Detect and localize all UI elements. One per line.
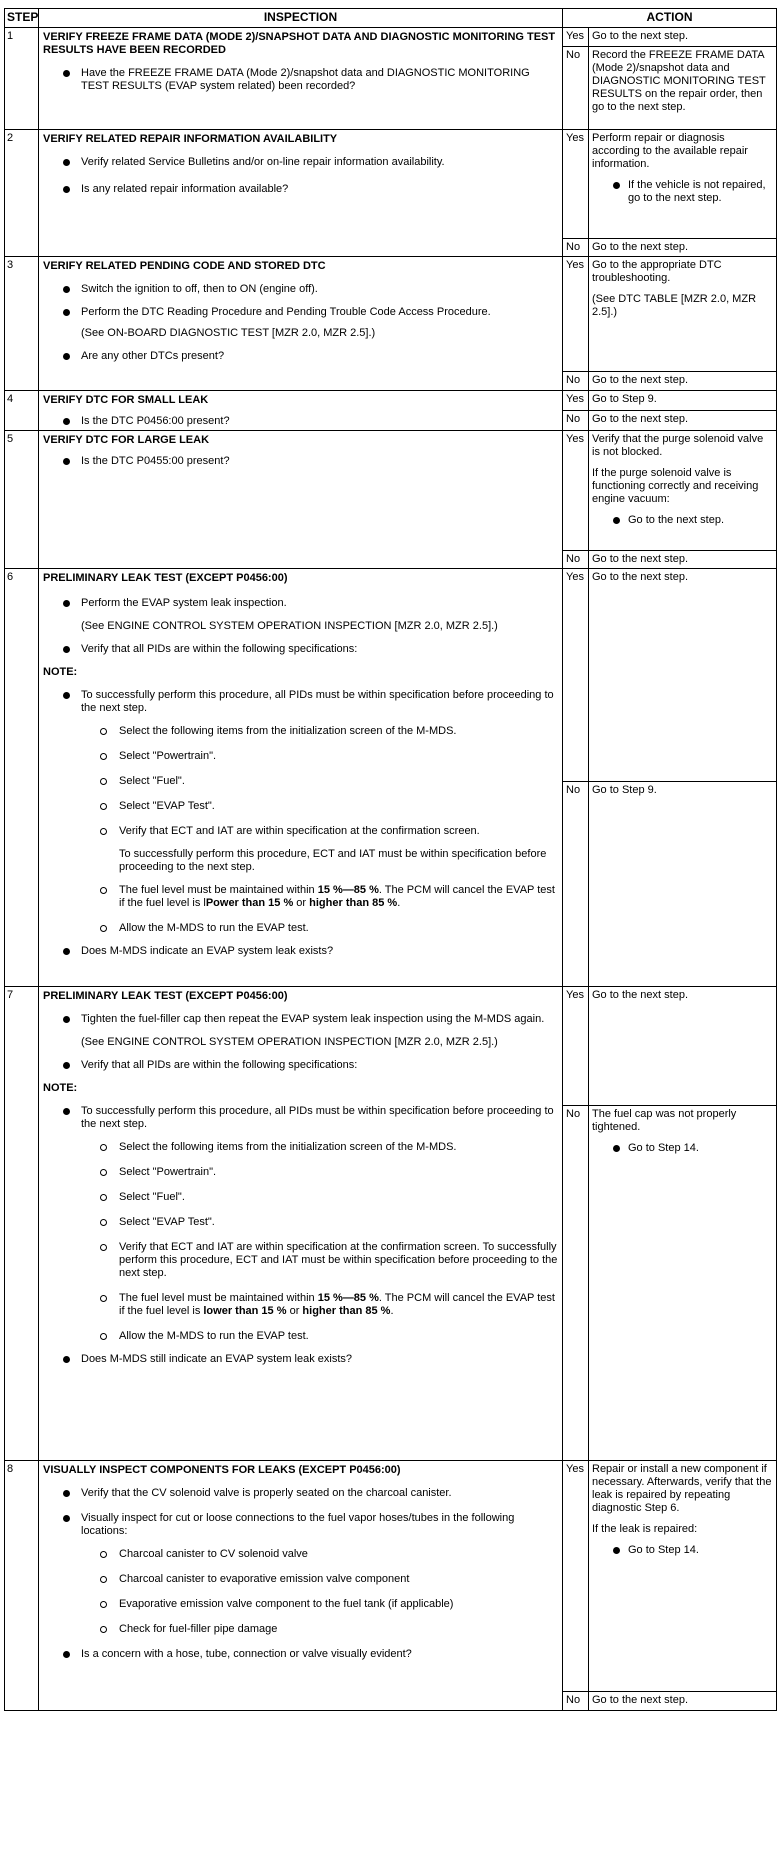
bullet-item: Perform the DTC Reading Procedure and Pending Trouble Code Access Procedure. xyxy=(43,306,558,319)
header-action: ACTION xyxy=(563,9,777,28)
no-label: No xyxy=(563,47,589,130)
no-label: No xyxy=(563,372,589,391)
bullet-icon xyxy=(63,159,70,166)
step-number: 1 xyxy=(5,28,39,130)
step-title: PRELIMINARY LEAK TEST (EXCEPT P0456:00) xyxy=(43,572,288,584)
question-bullet: Are any other DTCs present? xyxy=(43,350,558,363)
yes-label: Yes xyxy=(563,987,589,1106)
sub-item: Check for fuel-filler pipe damage xyxy=(43,1623,558,1636)
action-bullet: If the vehicle is not repaired, go to the next step. xyxy=(592,179,773,205)
step-number: 4 xyxy=(5,391,39,431)
diagnostic-table xyxy=(4,8,777,1711)
bullet-icon xyxy=(63,458,70,465)
inspection-cell xyxy=(39,130,563,257)
step-number: 5 xyxy=(5,431,39,569)
question-bullet: Is a concern with a hose, tube, connection or valve visually evident? xyxy=(43,1648,558,1661)
inspection-cell xyxy=(39,1461,563,1711)
no-label: No xyxy=(563,782,589,987)
bullet-icon xyxy=(63,1356,70,1363)
circle-bullet-icon xyxy=(100,1194,107,1201)
step-number: 6 xyxy=(5,569,39,987)
no-action: Go to the next step. xyxy=(589,1692,777,1711)
bullet-item: Verify that all PIDs are within the following specifications: xyxy=(43,643,558,656)
question-bullet xyxy=(43,67,558,93)
inspection-cell xyxy=(39,987,563,1461)
note-label: NOTE: xyxy=(43,1082,78,1094)
yes-action-cell: Perform repair or diagnosis according to the available repair information. If the vehicle is not repaired, go to the next step. xyxy=(589,130,777,239)
bullet-icon xyxy=(63,1062,70,1069)
bullet-icon xyxy=(63,1651,70,1658)
bullet-item: Tighten the fuel-filler cap then repeat the EVAP system leak inspection using the M-MDS again. xyxy=(43,1013,558,1026)
circle-bullet-icon xyxy=(100,1333,107,1340)
header-step: STEP xyxy=(5,9,39,28)
yes-label: Yes xyxy=(563,391,589,411)
bullet-icon xyxy=(63,286,70,293)
table-row xyxy=(5,569,777,782)
sub-item: Select "Powertrain". xyxy=(43,1166,558,1179)
inspection-cell xyxy=(39,431,563,569)
sub-item: Allow the M-MDS to run the EVAP test. xyxy=(43,1330,558,1343)
bullet-icon xyxy=(613,182,620,189)
sub-item: Select "EVAP Test". xyxy=(43,1216,558,1229)
note-bullet: To successfully perform this procedure, all PIDs must be within specification before proceeding to the next step. xyxy=(43,1105,558,1131)
no-label: No xyxy=(563,239,589,257)
circle-bullet-icon xyxy=(100,1144,107,1151)
sub-item: Select "Fuel". xyxy=(43,1191,558,1204)
yes-action: Go to Step 9. xyxy=(589,391,777,411)
step-title: VERIFY RELATED REPAIR INFORMATION AVAILABILITY xyxy=(43,133,338,145)
question-bullet: Is any related repair information available? xyxy=(43,183,558,196)
bullet-icon xyxy=(613,517,620,524)
yes-label: Yes xyxy=(563,28,589,47)
reference-text: (See ENGINE CONTROL SYSTEM OPERATION INSPECTION [MZR 2.0, MZR 2.5].) xyxy=(81,1036,498,1048)
bullet-icon xyxy=(63,948,70,955)
circle-bullet-icon xyxy=(100,887,107,894)
circle-bullet-icon xyxy=(100,925,107,932)
yes-action: Go to the next step. xyxy=(589,569,777,782)
table-row xyxy=(5,431,777,551)
bullet-icon xyxy=(63,1016,70,1023)
bullet-icon xyxy=(63,1490,70,1497)
table-row xyxy=(5,391,777,411)
circle-bullet-icon xyxy=(100,1169,107,1176)
yes-label: Yes xyxy=(563,130,589,239)
inspection-cell xyxy=(39,28,563,130)
step-title: PRELIMINARY LEAK TEST (EXCEPT P0456:00) xyxy=(43,990,288,1002)
table-row xyxy=(5,28,777,47)
bullet-icon xyxy=(63,646,70,653)
yes-label: Yes xyxy=(563,569,589,782)
yes-action: Go to the next step. xyxy=(589,28,777,47)
bullet-icon xyxy=(63,600,70,607)
sub-item: Select the following items from the initialization screen of the M-MDS. xyxy=(43,1141,558,1154)
no-action: Go to the next step. xyxy=(589,411,777,431)
circle-bullet-icon xyxy=(100,728,107,735)
no-action: Go to the next step. xyxy=(589,239,777,257)
bullet-icon xyxy=(613,1547,620,1554)
step-title: VISUALLY INSPECT COMPONENTS FOR LEAKS (EXCEPT P0456:00) xyxy=(43,1464,401,1476)
circle-bullet-icon xyxy=(100,1576,107,1583)
yes-label: Yes xyxy=(563,431,589,551)
step-title: VERIFY DTC FOR SMALL LEAK xyxy=(43,394,209,406)
table-header-row xyxy=(5,9,777,28)
question-bullet: Is the DTC P0455:00 present? xyxy=(43,455,558,468)
no-label: No xyxy=(563,551,589,569)
circle-bullet-icon xyxy=(100,1626,107,1633)
inspection-cell xyxy=(39,569,563,987)
bullet-item: Visually inspect for cut or loose connections to the fuel vapor hoses/tubes in the following locations: xyxy=(43,1512,558,1538)
note-label: NOTE: xyxy=(43,666,78,678)
step-number: 2 xyxy=(5,130,39,257)
question-text: Have the FREEZE FRAME DATA (Mode 2)/snapshot data and DIAGNOSTIC MONITORING TEST RESULTS (EVAP system related) been recorded? xyxy=(81,67,530,92)
action-bullet: Go to Step 14. xyxy=(592,1142,773,1155)
yes-action-cell: Go to the appropriate DTC troubleshooting. (See DTC TABLE [MZR 2.0, MZR 2.5].) xyxy=(589,257,777,372)
no-label: No xyxy=(563,1692,589,1711)
yes-action-cell: Verify that the purge solenoid valve is not blocked. If the purge solenoid valve is functioning correctly and receiving engine vacuum: Go to the next step. xyxy=(589,431,777,551)
sub-item: Select "Powertrain". xyxy=(43,750,558,763)
question-bullet: Does M-MDS still indicate an EVAP system leak exists? xyxy=(43,1353,558,1366)
bullet-icon xyxy=(63,186,70,193)
no-label: No xyxy=(563,1106,589,1461)
reference-text: (See ON-BOARD DIAGNOSTIC TEST [MZR 2.0, MZR 2.5].) xyxy=(81,327,376,339)
reference-text: (See ENGINE CONTROL SYSTEM OPERATION INSPECTION [MZR 2.0, MZR 2.5].) xyxy=(81,620,498,632)
step-number: 3 xyxy=(5,257,39,391)
bullet-icon xyxy=(63,353,70,360)
sub-item: The fuel level must be maintained within 15 %—85 %. The PCM will cancel the EVAP test if the fuel level is lower than 15 % or higher than 85 %. xyxy=(43,1292,558,1318)
step-title: VERIFY RELATED PENDING CODE AND STORED DTC xyxy=(43,260,326,272)
yes-label: Yes xyxy=(563,257,589,372)
circle-bullet-icon xyxy=(100,828,107,835)
bullet-item: Switch the ignition to off, then to ON (engine off). xyxy=(43,283,558,296)
inspection-cell xyxy=(39,257,563,391)
bullet-icon xyxy=(63,309,70,316)
bullet-icon xyxy=(613,1145,620,1152)
circle-bullet-icon xyxy=(100,1551,107,1558)
inspection-cell xyxy=(39,391,563,431)
circle-bullet-icon xyxy=(100,1219,107,1226)
action-bullet: Go to the next step. xyxy=(592,514,773,527)
no-action-cell: The fuel cap was not properly tightened. Go to Step 14. xyxy=(589,1106,777,1461)
table-row xyxy=(5,257,777,372)
sub-item: Select "EVAP Test". xyxy=(43,800,558,813)
no-action: Record the FREEZE FRAME DATA (Mode 2)/snapshot data and DIAGNOSTIC MONITORING TEST RESULTS on the repair order, then go to the next step. xyxy=(589,47,777,130)
circle-bullet-icon xyxy=(100,1601,107,1608)
sub-item: Select the following items from the initialization screen of the M-MDS. xyxy=(43,725,558,738)
diagnostic-page xyxy=(4,8,776,1711)
note-bullet: To successfully perform this procedure, all PIDs must be within specification before proceeding to the next step. xyxy=(43,689,558,715)
bullet-item: Verify that all PIDs are within the following specifications: xyxy=(43,1059,558,1072)
step-number: 8 xyxy=(5,1461,39,1711)
sub-item: Allow the M-MDS to run the EVAP test. xyxy=(43,922,558,935)
bullet-icon xyxy=(63,70,70,77)
circle-bullet-icon xyxy=(100,1295,107,1302)
bullet-item: Perform the EVAP system leak inspection. xyxy=(43,597,558,610)
yes-label: Yes xyxy=(563,1461,589,1692)
bullet-icon xyxy=(63,1108,70,1115)
sub-paragraph: To successfully perform this procedure, ECT and IAT must be within specification before proceeding to the next step. xyxy=(119,848,547,873)
sub-item: Verify that ECT and IAT are within specification at the confirmation screen. To successfully perform this procedure, ECT and IAT must be within specification before proceeding to the next step. xyxy=(43,1241,558,1280)
step-title: VERIFY DTC FOR LARGE LEAK xyxy=(43,434,210,446)
circle-bullet-icon xyxy=(100,1244,107,1251)
bullet-icon xyxy=(63,1515,70,1522)
sub-item: Select "Fuel". xyxy=(43,775,558,788)
sub-item: Verify that ECT and IAT are within specification at the confirmation screen. xyxy=(43,825,558,838)
circle-bullet-icon xyxy=(100,778,107,785)
sub-item: Charcoal canister to evaporative emission valve component xyxy=(43,1573,558,1586)
no-action: Go to Step 9. xyxy=(589,782,777,987)
yes-action: Go to the next step. xyxy=(589,987,777,1106)
table-row xyxy=(5,130,777,239)
question-bullet: Is the DTC P0456:00 present? xyxy=(43,415,558,428)
circle-bullet-icon xyxy=(100,753,107,760)
header-inspection: INSPECTION xyxy=(39,9,563,28)
question-bullet: Does M-MDS indicate an EVAP system leak exists? xyxy=(43,945,558,958)
bullet-item: Verify related Service Bulletins and/or on-line repair information availability. xyxy=(43,156,558,169)
sub-item: The fuel level must be maintained within 15 %—85 %. The PCM will cancel the EVAP test if the fuel level is lPower than 15 % or higher than 85 %. xyxy=(43,884,558,910)
no-action: Go to the next step. xyxy=(589,551,777,569)
action-bullet: Go to Step 14. xyxy=(592,1544,773,1557)
step-title: VERIFY FREEZE FRAME DATA (MODE 2)/SNAPSHOT DATA AND DIAGNOSTIC MONITORING TEST RESULTS HAVE BEEN RECORDED xyxy=(43,31,556,56)
bullet-icon xyxy=(63,418,70,425)
no-action: Go to the next step. xyxy=(589,372,777,391)
step-number: 7 xyxy=(5,987,39,1461)
circle-bullet-icon xyxy=(100,803,107,810)
bullet-item: Verify that the CV solenoid valve is properly seated on the charcoal canister. xyxy=(43,1487,558,1500)
bullet-icon xyxy=(63,692,70,699)
sub-item: Evaporative emission valve component to the fuel tank (if applicable) xyxy=(43,1598,558,1611)
table-row xyxy=(5,1461,777,1692)
yes-action-cell: Repair or install a new component if necessary. Afterwards, verify that the leak is repaired by repeating diagnostic Step 6. If the leak is repaired: Go to Step 14. xyxy=(589,1461,777,1692)
no-label: No xyxy=(563,411,589,431)
table-row xyxy=(5,987,777,1106)
sub-item: Charcoal canister to CV solenoid valve xyxy=(43,1548,558,1561)
